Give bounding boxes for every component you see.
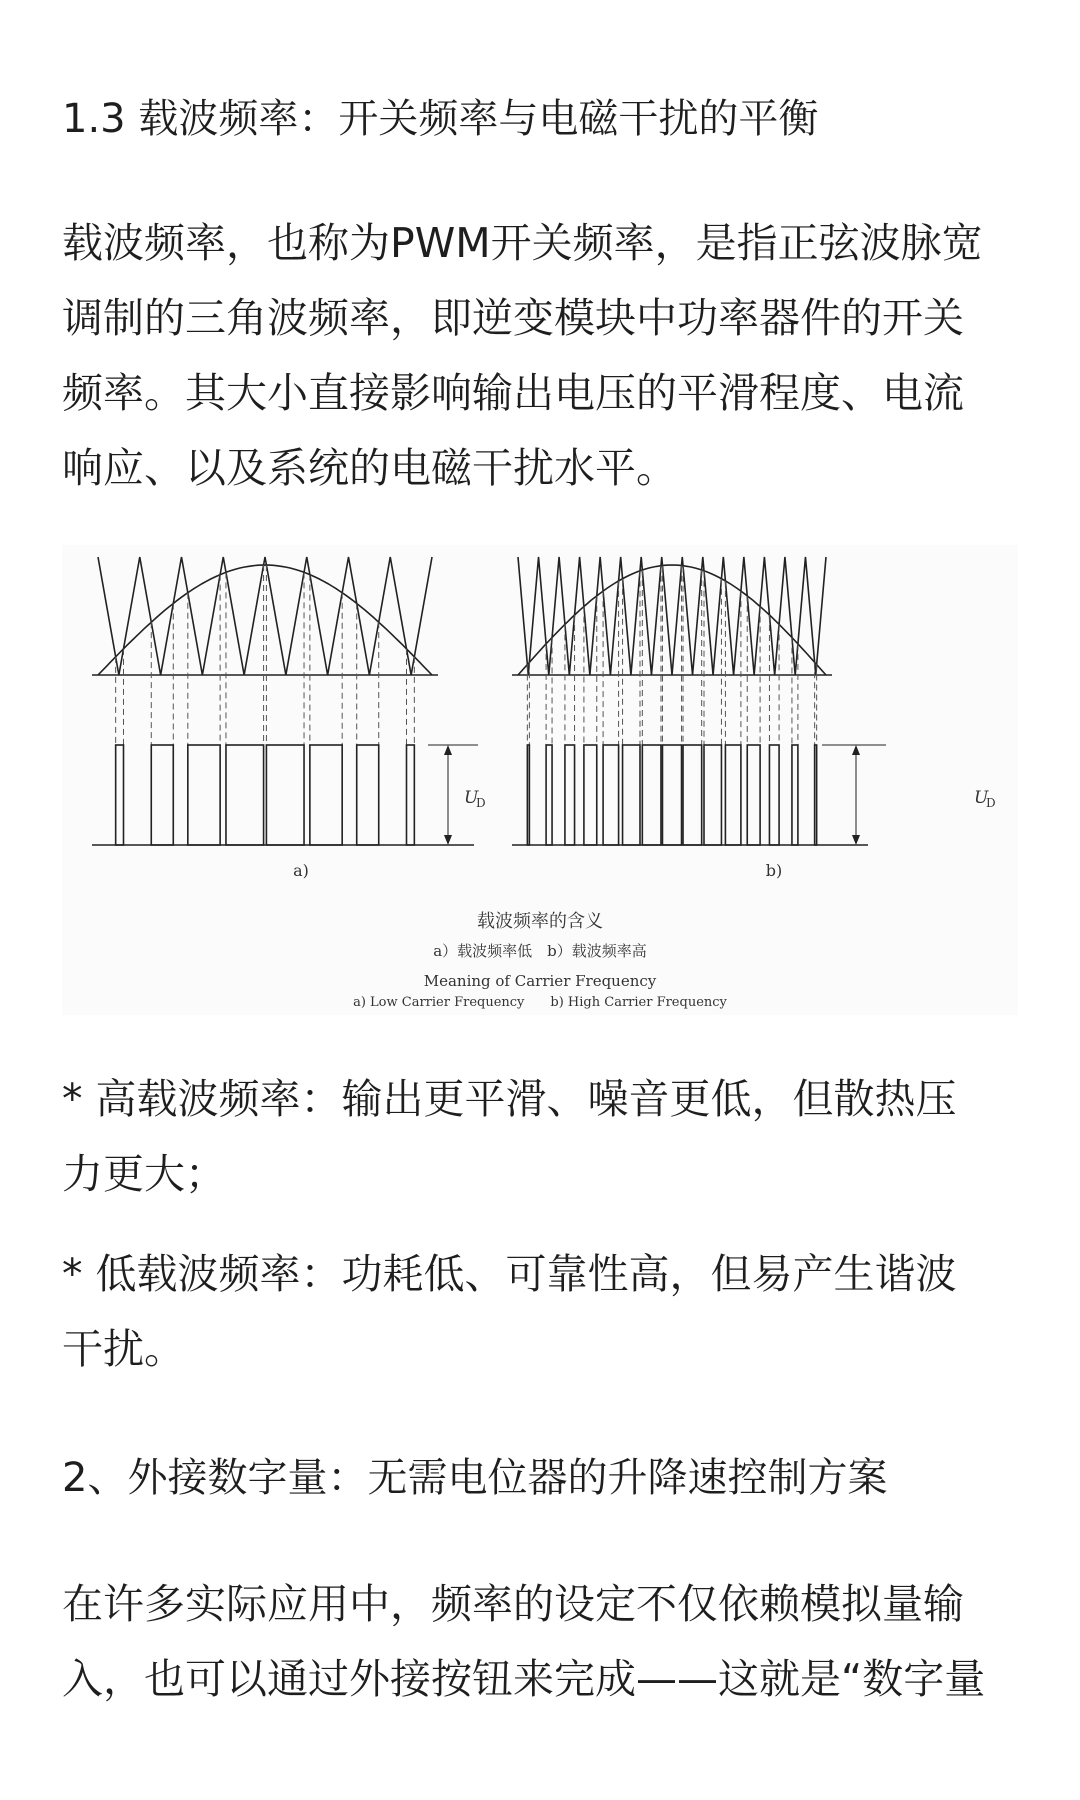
- pwm-pulse: [792, 745, 798, 845]
- section-2-paragraph: [62, 1567, 1022, 1717]
- pwm-pulse: [623, 745, 640, 845]
- panel-high-carrier: [512, 557, 886, 845]
- ud-arrow-head-down: [852, 835, 860, 845]
- pwm-pulse: [565, 745, 575, 845]
- voltage-label-b: U: [974, 788, 989, 808]
- section-heading-2: 2、外接数字量：无需电位器的升降速控制方案: [62, 1455, 888, 1501]
- bullet-low-carrier: [62, 1237, 1022, 1387]
- pwm-pulse: [310, 745, 342, 845]
- ud-arrow-head-down: [444, 835, 452, 845]
- caption-en-subtitle: a) Low Carrier Frequency b) High Carrier Frequency: [353, 995, 727, 1010]
- ud-arrow-head-up: [852, 745, 860, 755]
- panel-a-label: a): [293, 861, 309, 880]
- pwm-pulse: [188, 745, 220, 845]
- pwm-pulse: [527, 745, 529, 845]
- sine-wave: [98, 565, 432, 675]
- caption-cn-title: 载波频率的含义: [477, 911, 603, 932]
- pwm-pulse: [116, 745, 124, 845]
- pwm-pulse: [226, 745, 264, 845]
- pwm-pulse: [603, 745, 618, 845]
- paragraph-line: 载波频率，也称为PWM开关频率，是指正弦波脉宽: [62, 219, 983, 267]
- pwm-pulse: [747, 745, 760, 845]
- section-heading-1-3: 1.3 载波频率：开关频率与电磁干扰的平衡: [62, 96, 819, 142]
- paragraph-line: 入，也可以通过外接按钮来完成——这就是“数字量: [62, 1655, 986, 1703]
- pwm-pulse: [725, 745, 740, 845]
- pwm-pulse: [642, 745, 661, 845]
- section-1-3-paragraph: [62, 206, 1022, 506]
- triangle-carrier: [98, 557, 432, 675]
- bullet-line: * 高载波频率：输出更平滑、噪音更低，但散热压: [62, 1075, 957, 1123]
- carrier-frequency-figure: [62, 545, 1018, 1015]
- caption-cn-subtitle: a）载波频率低 b）载波频率高: [433, 942, 647, 960]
- paragraph-line: 在许多实际应用中，频率的设定不仅依赖模拟量输: [62, 1580, 964, 1628]
- pwm-pulse: [266, 745, 304, 845]
- panel-low-carrier: [92, 557, 478, 845]
- pwm-pulse: [683, 745, 702, 845]
- pwm-diagram: [62, 545, 1018, 1015]
- bullet-line: * 低载波频率：功耗低、可靠性高，但易产生谐波: [62, 1250, 957, 1298]
- pwm-pulse: [151, 745, 173, 845]
- voltage-sub-a: D: [476, 796, 486, 810]
- voltage-label-a: U: [464, 788, 479, 808]
- pwm-pulse: [704, 745, 721, 845]
- pwm-pulse: [815, 745, 817, 845]
- paragraph-line: 调制的三角波频率，即逆变模块中功率器件的开关: [62, 294, 964, 342]
- bullet-line: 干扰。: [62, 1325, 185, 1373]
- pwm-pulse: [662, 745, 681, 845]
- pwm-pulse: [584, 745, 597, 845]
- paragraph-line: 频率。其大小直接影响输出电压的平滑程度、电流: [62, 369, 964, 417]
- bullet-line: 力更大；: [62, 1150, 226, 1198]
- voltage-sub-b: D: [986, 796, 996, 810]
- pwm-pulse: [546, 745, 552, 845]
- panel-b-label: b): [765, 861, 783, 880]
- pwm-pulse: [407, 745, 415, 845]
- bullet-high-carrier: [62, 1062, 1022, 1212]
- caption-en-title: Meaning of Carrier Frequency: [423, 972, 657, 990]
- ud-arrow-head-up: [444, 745, 452, 755]
- triangle-carrier: [518, 557, 826, 675]
- pwm-pulse: [769, 745, 779, 845]
- paragraph-line: 响应、以及系统的电磁干扰水平。: [62, 444, 677, 492]
- pwm-pulse: [357, 745, 379, 845]
